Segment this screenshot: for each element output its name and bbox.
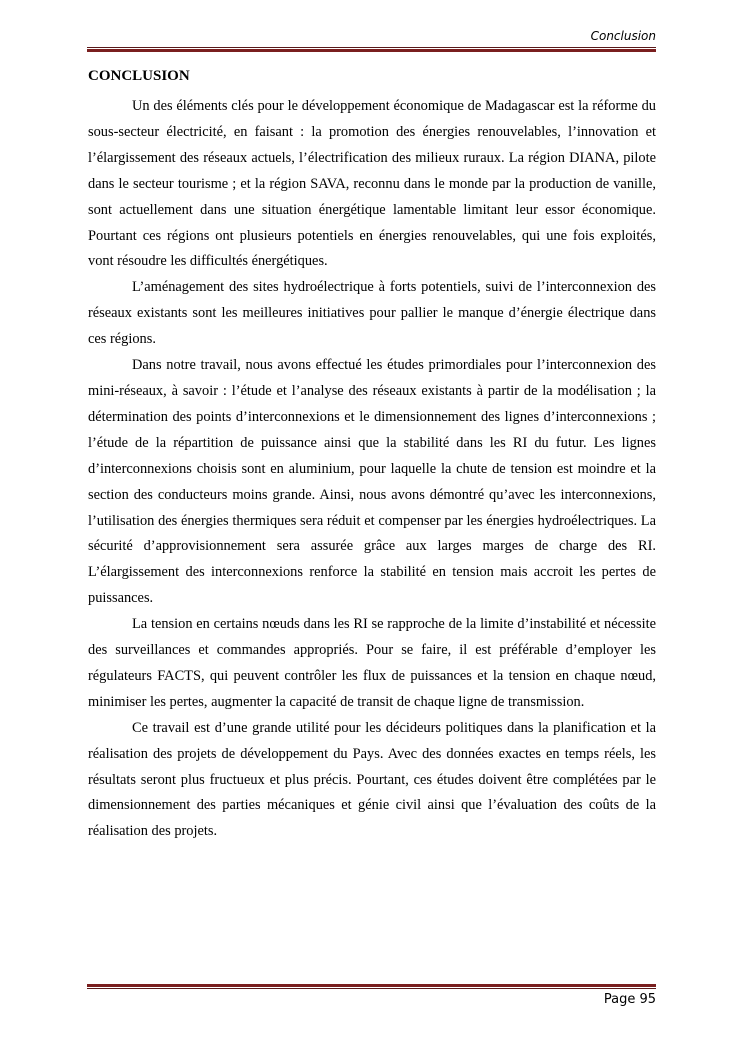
- document-body: [88, 66, 656, 845]
- paragraph-3: Dans notre travail, nous avons effectué les études primordiales pour l’interconnexion des mini-réseaux, à savoir : l’étude et l’analyse des réseaux existants à partir de la modélisation ; la détermination des points d’interconnexions et le dimensionnement des lignes d’interconnexions ; l’étude de la répartition de puissance ainsi que la stabilité dans les RI du futur. Les lignes d’interconnexions choisis sont en aluminium, pour laquelle la chute de tension est moindre et la section des conducteurs moins grande. Ainsi, nous avons démontré qu’avec les interconnexions, l’utilisation des énergies thermiques sera réduit et compenser par les énergies hydroélectriques. La sécurité d’approvisionnement sera assurée grâce aux larges marges de charge des RI. L’élargissement des interconnexions renforce la stabilité en tension mais accroit les pertes de puissances.: [88, 357, 656, 607]
- paragraph-5: Ce travail est d’une grande utilité pour les décideurs politiques dans la planification et la réalisation des projets de développement du Pays. Avec des données exactes en temps réels, les résultats seront plus fructueux et plus précis. Pourtant, ces études doivent être complétées par le dimensionnement des parties mécaniques et génie civil ainsi que l’évaluation des coûts de la réalisation des projets.: [88, 719, 656, 840]
- section-heading: CONCLUSION: [88, 68, 190, 84]
- running-header-title: Conclusion: [590, 29, 656, 43]
- paragraph-1: Un des éléments clés pour le développement économique de Madagascar est la réforme du sous-secteur électricité, en faisant : la promotion des énergies renouvelables, l’innovation et l’élargissement des réseaux actuels, l’électrification des milieux ruraux. La région DIANA, pilote dans le secteur tourisme ; et la région SAVA, reconnu dans le monde par la production de vanille, sont actuellement dans une situation énergétique lamentable limitant leur essor économique. Pourtant ces régions ont plusieurs potentiels en énergies renouvelables, qui une fois exploités, vont résoudre les difficultés énergétiques.: [88, 98, 656, 270]
- paragraph-4: La tension en certains nœuds dans les RI se rapproche de la limite d’instabilité et nécessite des surveillances et commandes appropriés. Pour se faire, il est préférable d’employer les régulateurs FACTS, qui peuvent contrôler les flux de puissances et la tension en chaque nœud, minimiser les pertes, augmenter la capacité de transit de chaque ligne de transmission.: [88, 616, 656, 710]
- footer-rule: [87, 984, 656, 989]
- header-rule: [87, 47, 656, 52]
- page-number: Page 95: [603, 992, 656, 1007]
- paragraph-2: L’aménagement des sites hydroélectrique à forts potentiels, suivi de l’interconnexion des réseaux existants sont les meilleures initiatives pour pallier le manque d’énergie électrique dans ces régions.: [88, 279, 656, 348]
